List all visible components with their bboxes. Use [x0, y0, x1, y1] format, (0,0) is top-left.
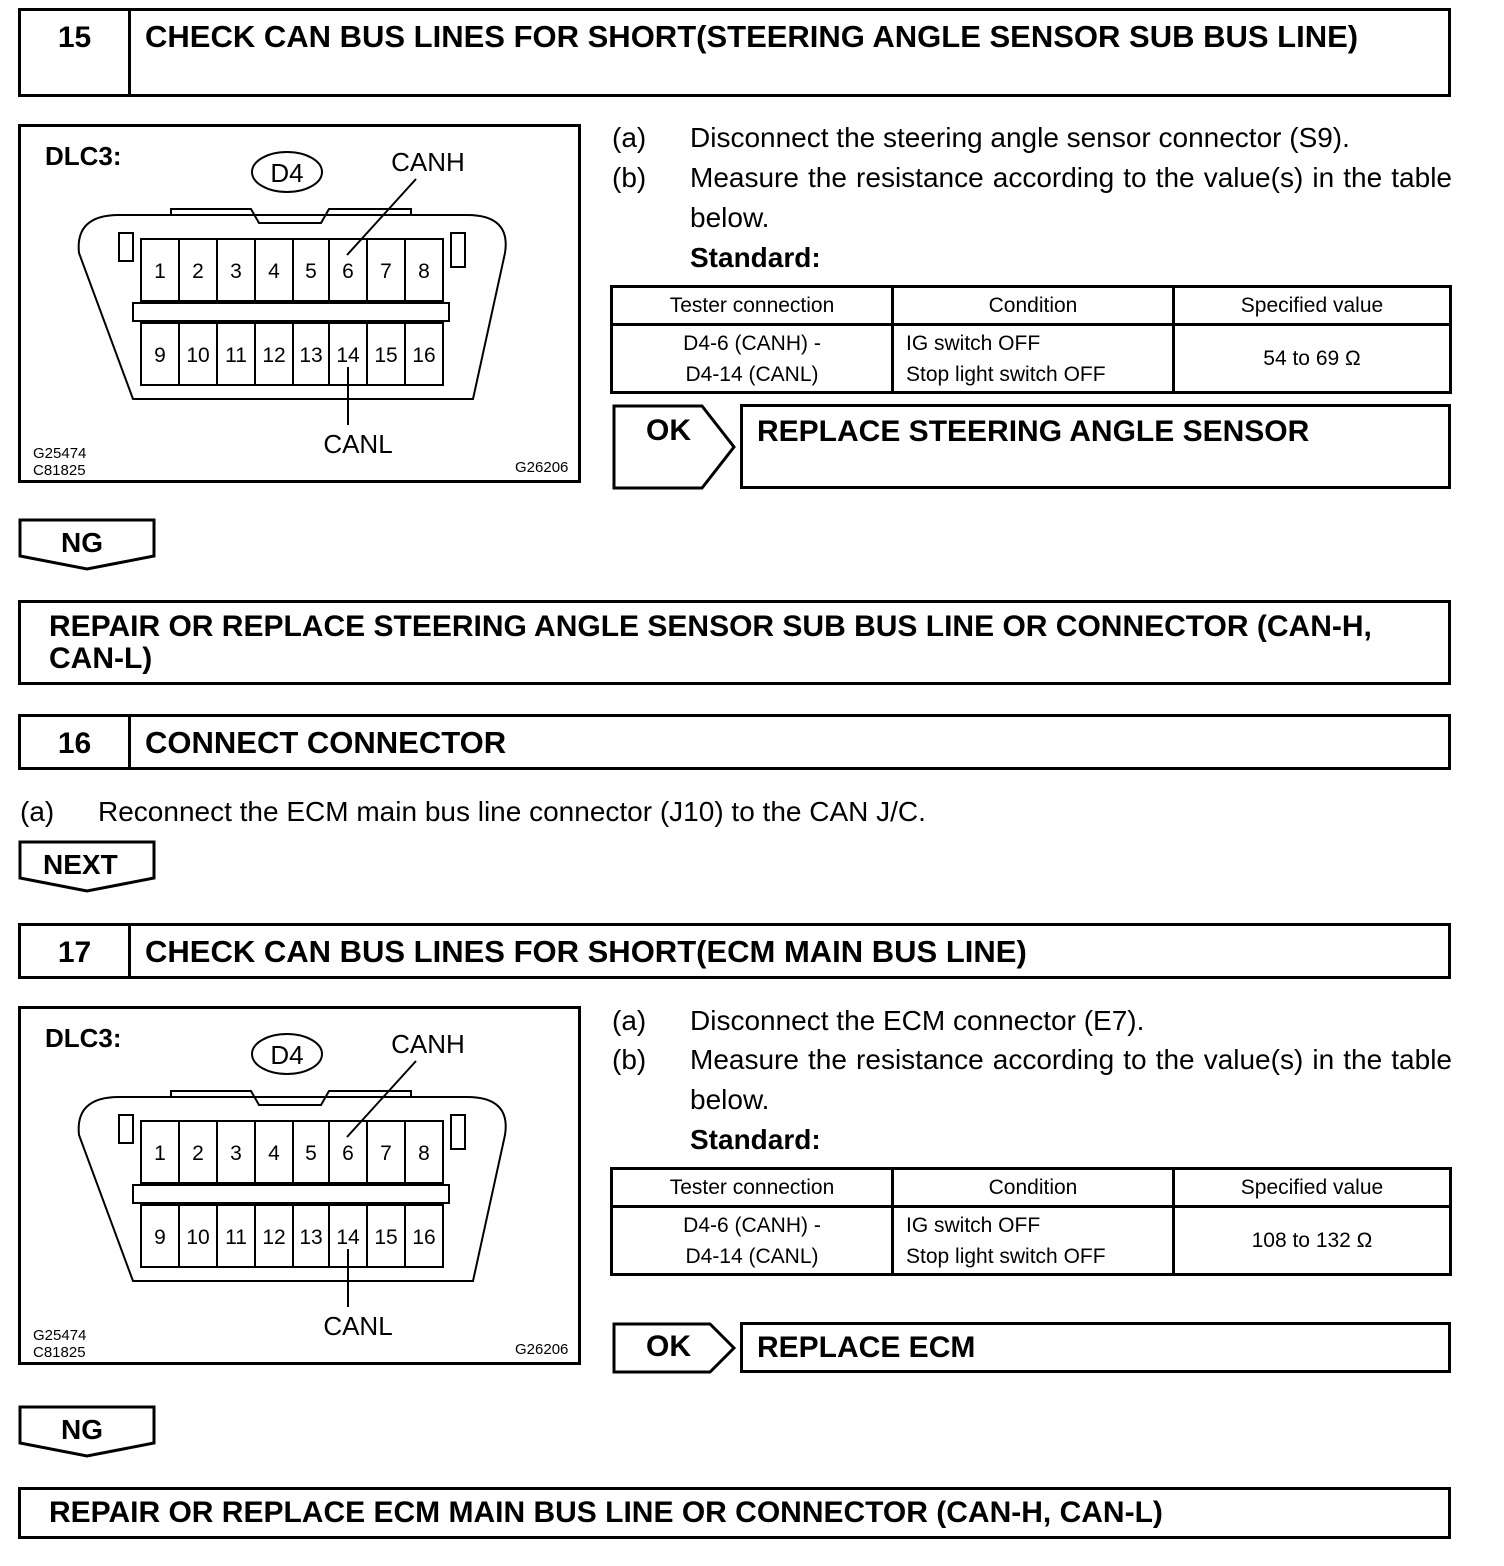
pin-10: 10 — [186, 1226, 210, 1249]
pin-3: 3 — [230, 260, 242, 283]
instruction-marker: (a) — [612, 122, 647, 153]
connector-drawing — [21, 127, 578, 480]
pin-4: 4 — [268, 1142, 280, 1165]
pin-11: 11 — [225, 1226, 247, 1249]
pin-8: 8 — [418, 1142, 430, 1165]
canh-label: CANH — [391, 1029, 465, 1059]
condition-line-1: IG switch OFF — [906, 1213, 1041, 1237]
pin-10: 10 — [186, 344, 210, 367]
connection-line-1: D4-6 (CANH) - — [683, 331, 821, 355]
instruction-text: Reconnect the ECM main bus line connector (J10) to the CAN J/C. — [98, 796, 926, 827]
pin-8: 8 — [418, 260, 430, 283]
header-specified-value: Specified value — [1174, 1169, 1451, 1207]
step-number: 15 — [21, 11, 131, 94]
condition-line-2: Stop light switch OFF — [906, 362, 1106, 386]
ok-label: OK — [646, 1330, 691, 1363]
canh-label: CANH — [391, 147, 465, 177]
code-left-1: G25474 — [33, 445, 87, 462]
pin-6: 6 — [342, 260, 354, 283]
ng-result-text: REPAIR OR REPLACE STEERING ANGLE SENSOR SUB BUS LINE OR CONNECTOR (CAN-H, CAN-L) — [49, 610, 1372, 675]
pin-7: 7 — [380, 1142, 392, 1165]
pin-3: 3 — [230, 1142, 242, 1165]
ng-result-box — [18, 600, 1451, 685]
instruction-text: Measure the resistance according to the value(s) in the table below. — [690, 1044, 1452, 1115]
canl-label: CANL — [323, 429, 393, 459]
instruction-marker: (a) — [20, 796, 55, 827]
tester-connection-cell — [612, 1207, 893, 1275]
connector-id: D4 — [270, 1040, 304, 1070]
connector-drawing — [21, 1009, 578, 1362]
condition-line-2: Stop light switch OFF — [906, 1244, 1106, 1268]
pin-14: 14 — [336, 1226, 360, 1249]
pin-16: 16 — [412, 1226, 436, 1249]
instruction-marker: (a) — [612, 1005, 647, 1036]
condition-cell — [893, 325, 1174, 393]
pin-7: 7 — [380, 260, 392, 283]
step-title: CONNECT CONNECTOR — [145, 725, 507, 760]
condition-line-1: IG switch OFF — [906, 331, 1041, 355]
pin-13: 13 — [299, 344, 323, 367]
dlc3-diagram — [18, 124, 581, 483]
specified-value-cell: 108 to 132 Ω — [1174, 1207, 1451, 1275]
instruction-text: Disconnect the steering angle sensor connector (S9). — [690, 122, 1350, 153]
connection-line-2: D4-14 (CANL) — [685, 1244, 819, 1268]
pin-9: 9 — [154, 1226, 166, 1249]
pin-6: 6 — [342, 1142, 354, 1165]
top-pin-row — [141, 239, 443, 301]
ng-label: NG — [61, 527, 103, 558]
pin-2: 2 — [192, 260, 204, 283]
ng-result-box — [18, 1487, 1451, 1539]
pin-13: 13 — [299, 1226, 323, 1249]
diagram-title: DLC3: — [45, 141, 122, 171]
instruction-marker: (b) — [612, 162, 647, 193]
header-tester-connection: Tester connection — [612, 287, 893, 325]
pin-14: 14 — [336, 344, 360, 367]
ok-result-box — [740, 1322, 1451, 1373]
ng-result-text: REPAIR OR REPLACE ECM MAIN BUS LINE OR CONNECTOR (CAN-H, CAN-L) — [49, 1496, 1163, 1529]
step-number: 16 — [21, 717, 131, 767]
pin-5: 5 — [305, 1142, 317, 1165]
ok-result-text: REPLACE ECM — [757, 1331, 976, 1364]
ng-label: NG — [61, 1414, 103, 1445]
pin-4: 4 — [268, 260, 280, 283]
code-right: G26206 — [515, 1341, 569, 1358]
step-title: CHECK CAN BUS LINES FOR SHORT(STEERING ANGLE SENSOR SUB BUS LINE) — [145, 19, 1359, 54]
pin-12: 12 — [262, 344, 286, 367]
dlc3-diagram — [18, 1006, 581, 1365]
pin-1: 1 — [154, 1142, 166, 1165]
canl-label: CANL — [323, 1311, 393, 1341]
step-title: CHECK CAN BUS LINES FOR SHORT(ECM MAIN BUS LINE) — [145, 934, 1027, 969]
top-pin-row — [141, 1121, 443, 1183]
instruction-text: Measure the resistance according to the value(s) in the table below. — [690, 162, 1452, 233]
step-number: 17 — [21, 926, 131, 976]
ok-result-box — [740, 404, 1451, 489]
header-condition: Condition — [893, 287, 1174, 325]
header-tester-connection: Tester connection — [612, 1169, 893, 1207]
pin-16: 16 — [412, 344, 436, 367]
diagram-title: DLC3: — [45, 1023, 122, 1053]
tester-connection-cell — [612, 325, 893, 393]
connection-line-2: D4-14 (CANL) — [685, 362, 819, 386]
specified-value-cell: 54 to 69 Ω — [1174, 325, 1451, 393]
code-left-1: G25474 — [33, 1327, 87, 1344]
code-left-2: C81825 — [33, 1344, 86, 1361]
condition-cell — [893, 1207, 1174, 1275]
pin-15: 15 — [374, 1226, 398, 1249]
pin-15: 15 — [374, 344, 398, 367]
pin-12: 12 — [262, 1226, 286, 1249]
spec-table — [610, 1167, 1452, 1276]
pin-5: 5 — [305, 260, 317, 283]
step-15-header — [18, 8, 1451, 97]
step-16-header — [18, 714, 1451, 770]
next-label: NEXT — [43, 849, 118, 880]
standard-label: Standard: — [690, 242, 821, 273]
code-right: G26206 — [515, 459, 569, 476]
connector-id: D4 — [270, 158, 304, 188]
header-specified-value: Specified value — [1174, 287, 1451, 325]
pin-1: 1 — [154, 260, 166, 283]
spec-table — [610, 285, 1452, 394]
pin-11: 11 — [225, 344, 247, 367]
header-condition: Condition — [893, 1169, 1174, 1207]
pin-9: 9 — [154, 344, 166, 367]
instruction-text: Disconnect the ECM connector (E7). — [690, 1005, 1145, 1036]
standard-label: Standard: — [690, 1124, 821, 1155]
pin-2: 2 — [192, 1142, 204, 1165]
instruction-marker: (b) — [612, 1044, 647, 1075]
ok-result-text: REPLACE STEERING ANGLE SENSOR — [757, 415, 1310, 448]
ok-label: OK — [646, 414, 691, 447]
step-17-header — [18, 923, 1451, 979]
connection-line-1: D4-6 (CANH) - — [683, 1213, 821, 1237]
code-left-2: C81825 — [33, 462, 86, 479]
